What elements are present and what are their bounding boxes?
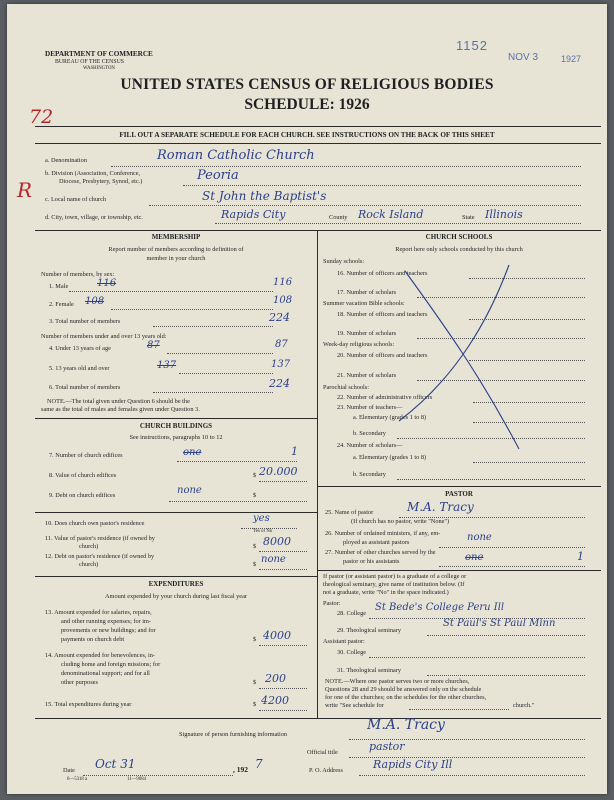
q26-value[interactable]: none — [467, 532, 492, 543]
form-title: UNITED STATES CENSUS OF RELIGIOUS BODIES — [120, 76, 494, 93]
q11-label-2: church) — [79, 543, 99, 550]
buildings-intro: See instructions, paragraphs 10 to 12 — [129, 434, 223, 441]
q14-label-2: cluding home and foreign missions; for — [61, 661, 161, 668]
q1-struck-value: 116 — [97, 278, 117, 289]
q10-hint: Yes or No — [253, 529, 273, 534]
membership-intro-2: member in your church — [146, 255, 206, 262]
q24-label: 24. Number of scholars— — [337, 442, 403, 449]
q4-value[interactable]: 87 — [275, 339, 288, 350]
sunday-schools-label: Sunday schools: — [323, 258, 365, 265]
state-label: State — [462, 214, 475, 221]
membership-intro-1: Report number of members according to definition of — [108, 246, 244, 253]
date-year-printed: , 192 — [233, 765, 248, 774]
form-subtitle: SCHEDULE: 1926 — [244, 96, 370, 113]
q8-dollar: $ — [253, 472, 257, 479]
bureau-name: BUREAU OF THE CENSUS — [55, 59, 124, 65]
q21-label: 21. Number of scholars — [337, 372, 397, 379]
q14-label-3: denominational support; and for all — [61, 670, 150, 677]
denomination-value[interactable]: Roman Catholic Church — [157, 148, 315, 163]
q13-value[interactable]: 4000 — [263, 629, 291, 642]
signature-label: Signature of person furnishing information — [179, 731, 288, 738]
q18-label: 18. Number of officers and teachers — [337, 311, 428, 318]
q12-label: 12. Debt on pastor's residence (if owned by — [45, 553, 155, 560]
q9-label: 9. Debt on church edifices — [49, 492, 116, 499]
pastor-note-5: church." — [513, 702, 535, 709]
assistant-pastor-subheading: Assistant pastor: — [323, 638, 365, 645]
county-label: County — [329, 214, 348, 221]
parochial-schools-label: Parochial schools: — [323, 384, 369, 391]
q29-value[interactable]: St Paul's St Paul Minn — [443, 618, 556, 629]
q13-dollar: $ — [253, 636, 257, 643]
date-label: Date — [63, 767, 75, 774]
q30-label: 30. College — [337, 649, 367, 656]
address-label: P. O. Address — [309, 767, 343, 774]
receipt-stamp-year: 1927 — [561, 54, 582, 64]
form-number: 6—5318 a — [67, 777, 88, 782]
q1-value[interactable]: 116 — [273, 277, 293, 288]
membership-note-1: NOTE.—The total given under Question 6 should be the — [47, 398, 190, 405]
q13-label-2: and other running expenses; for im- — [61, 618, 152, 625]
official-title-value[interactable]: pastor — [369, 740, 405, 753]
q15-dollar: $ — [253, 701, 257, 708]
q2-struck-value: 108 — [85, 296, 105, 307]
q10-value[interactable]: yes — [253, 513, 270, 524]
bureau-city: WASHINGTON — [83, 66, 115, 71]
department-name: DEPARTMENT OF COMMERCE — [45, 50, 153, 58]
division-value[interactable]: Peoria — [197, 168, 239, 183]
q12-value[interactable]: none — [261, 554, 286, 565]
receipt-stamp-date: NOV 3 — [508, 52, 539, 63]
pastor-subheading: Pastor: — [323, 600, 341, 607]
q7-struck-value: one — [183, 447, 202, 458]
denomination-label: a. Denomination — [45, 157, 87, 164]
q8-label: 8. Value of church edifices — [49, 472, 117, 479]
separate-schedule-instruction: FILL OUT A SEPARATE SCHEDULE FOR EACH CHURCH. SEE INSTRUCTIONS ON THE BACK OF THIS SHEET — [119, 131, 495, 139]
buildings-heading: CHURCH BUILDINGS — [139, 422, 213, 430]
q24a-label: a. Elementary (grades 1 to 8) — [353, 454, 427, 461]
q6-label: 6. Total number of members — [49, 384, 121, 391]
signature-value[interactable]: M.A. Tracy — [367, 717, 445, 733]
pastor-heading: PASTOR — [445, 490, 473, 498]
q11-dollar: $ — [253, 543, 257, 550]
expenditures-heading: EXPENDITURES — [148, 580, 204, 588]
q17-label: 17. Number of scholars — [337, 289, 397, 296]
q31-label: 31. Theological seminary — [337, 667, 402, 674]
city-label: d. City, town, village, or township, etc. — [45, 214, 143, 221]
pastor-note-3: for one of the churches; on the schedules for the other churches, — [325, 694, 487, 701]
q7-label: 7. Number of church edifices — [49, 452, 123, 459]
q22-label: 22. Number of administrative officers — [337, 394, 433, 401]
q3-label: 3. Total number of members — [49, 318, 121, 325]
pastor-note-2: Questions 28 and 29 should be answered only on the schedule — [325, 686, 482, 693]
college-intro-2: theological seminary, give name of institution below. (If — [323, 581, 465, 588]
q16-label: 16. Number of officers and teachers — [337, 270, 428, 277]
q26-label-2: ployed as assistant pastors — [343, 539, 410, 546]
q23a-label: a. Elementary (grades 1 to 8) — [353, 414, 427, 421]
census-schedule-sheet — [7, 4, 607, 794]
q2-value[interactable]: 108 — [273, 295, 293, 306]
q14-label-4: other purposes — [61, 679, 98, 686]
schools-intro: Report here only schools conducted by this church — [395, 246, 523, 253]
local-name-value[interactable]: St John the Baptist's — [202, 189, 327, 203]
receipt-stamp-number: 1152 — [456, 38, 488, 53]
q14-label-1: 14. Amount expended for benevolences, in- — [45, 652, 155, 659]
q5-label: 5. 13 years old and over — [49, 365, 110, 372]
local-name-label: c. Local name of church — [45, 196, 107, 203]
red-letter-mark: R — [17, 178, 33, 202]
q13-label-3: provements or new buildings; and for — [61, 627, 156, 634]
college-intro-3: not a graduate, write "No" in the space indicated.) — [323, 589, 449, 596]
q26-label-1: 26. Number of ordained ministers, if any, em- — [325, 530, 441, 537]
members-by-sex-label: Number of members, by sex: — [41, 271, 115, 278]
pastor-note-1: NOTE.—Where one pastor serves two or more churches, — [325, 678, 470, 685]
q27-value[interactable]: 1 — [577, 550, 584, 563]
q29-label: 29. Theological seminary — [337, 627, 402, 634]
q19-label: 19. Number of scholars — [337, 330, 397, 337]
q27-label-1: 27. Number of other churches served by the — [325, 549, 436, 556]
schools-not-applicable-cross — [377, 259, 527, 459]
q28-value[interactable]: St Bede's College Peru Ill — [375, 602, 505, 613]
q4-label: 4. Under 13 years of age — [49, 345, 111, 352]
q2-label: 2. Female — [49, 301, 74, 308]
q12-label-2: church) — [79, 561, 99, 568]
q7-value[interactable]: 1 — [291, 445, 298, 458]
date-year-value[interactable]: 7 — [255, 757, 263, 771]
expenditures-intro: Amount expended by your church during last fiscal year — [105, 593, 247, 600]
schools-heading: CHURCH SCHOOLS — [425, 233, 493, 241]
q11-value[interactable]: 8000 — [263, 535, 291, 548]
q13-label-1: 13. Amount expended for salaries, repairs, — [45, 609, 152, 616]
q15-value[interactable]: 4200 — [261, 694, 289, 707]
q23b-label: b. Secondary — [353, 430, 386, 437]
q11-label: 11. Value of pastor's residence (if owned by — [45, 535, 155, 542]
q8-value[interactable]: 20.000 — [259, 465, 298, 478]
q28-label: 28. College — [337, 610, 367, 617]
q10-label: 10. Does church own pastor's residence — [45, 520, 145, 527]
membership-note-2: same as the total of males and females given under Question 3. — [41, 406, 200, 413]
q5-value[interactable]: 137 — [271, 359, 291, 370]
weekday-schools-label: Week-day religious schools: — [323, 341, 395, 348]
county-value[interactable]: Rock Island — [358, 208, 424, 221]
q25-hint: (If church has no pastor, write "None") — [351, 518, 450, 525]
q13-label-4: payments on church debt — [61, 636, 125, 643]
q3-value[interactable]: 224 — [269, 311, 290, 324]
age-intro-label: Number of members under and over 13 years old: — [41, 333, 167, 340]
state-value[interactable]: Illinois — [485, 208, 523, 221]
q4-struck-value: 87 — [147, 340, 160, 351]
summer-schools-label: Summer vacation Bible schools: — [323, 300, 405, 307]
red-file-number: 72 — [29, 106, 54, 128]
q5-struck-value: 137 — [157, 360, 177, 371]
division-label: b. Division (Association, Conference, — [45, 170, 141, 177]
city-value[interactable]: Rapids City — [221, 208, 286, 221]
q14-value[interactable]: 200 — [265, 672, 286, 685]
division-label-2: Diocese, Presbytery, Synod, etc.) — [59, 178, 143, 185]
q25-value[interactable]: M.A. Tracy — [407, 500, 474, 514]
q27-struck-value: one — [465, 552, 484, 563]
q12-dollar: $ — [253, 561, 257, 568]
q9-dollar: $ — [253, 492, 257, 499]
address-value[interactable]: Rapids City Ill — [373, 758, 453, 771]
q25-label: 25. Name of pastor — [325, 509, 374, 516]
q14-dollar: $ — [253, 679, 257, 686]
pastor-note-4: write "See schedule for — [325, 702, 384, 709]
q20-label: 20. Number of officers and teachers — [337, 352, 428, 359]
q24b-label: b. Secondary — [353, 471, 386, 478]
official-title-label: Official title — [307, 749, 338, 756]
q1-label: 1. Male — [49, 283, 69, 290]
membership-heading: MEMBERSHIP — [151, 233, 201, 241]
form-number-2: 11—9084 — [127, 777, 147, 782]
q27-label-2: pastor or his assistants — [343, 558, 400, 565]
college-intro-1: If pastor (or assistant pastor) is a graduate of a college or — [323, 573, 467, 580]
date-value[interactable]: Oct 31 — [95, 757, 136, 771]
q15-label: 15. Total expenditures during year — [45, 701, 132, 708]
q9-value[interactable]: none — [177, 485, 202, 496]
q6-value[interactable]: 224 — [269, 377, 290, 390]
q23-label: 23. Number of teachers— — [337, 404, 403, 411]
